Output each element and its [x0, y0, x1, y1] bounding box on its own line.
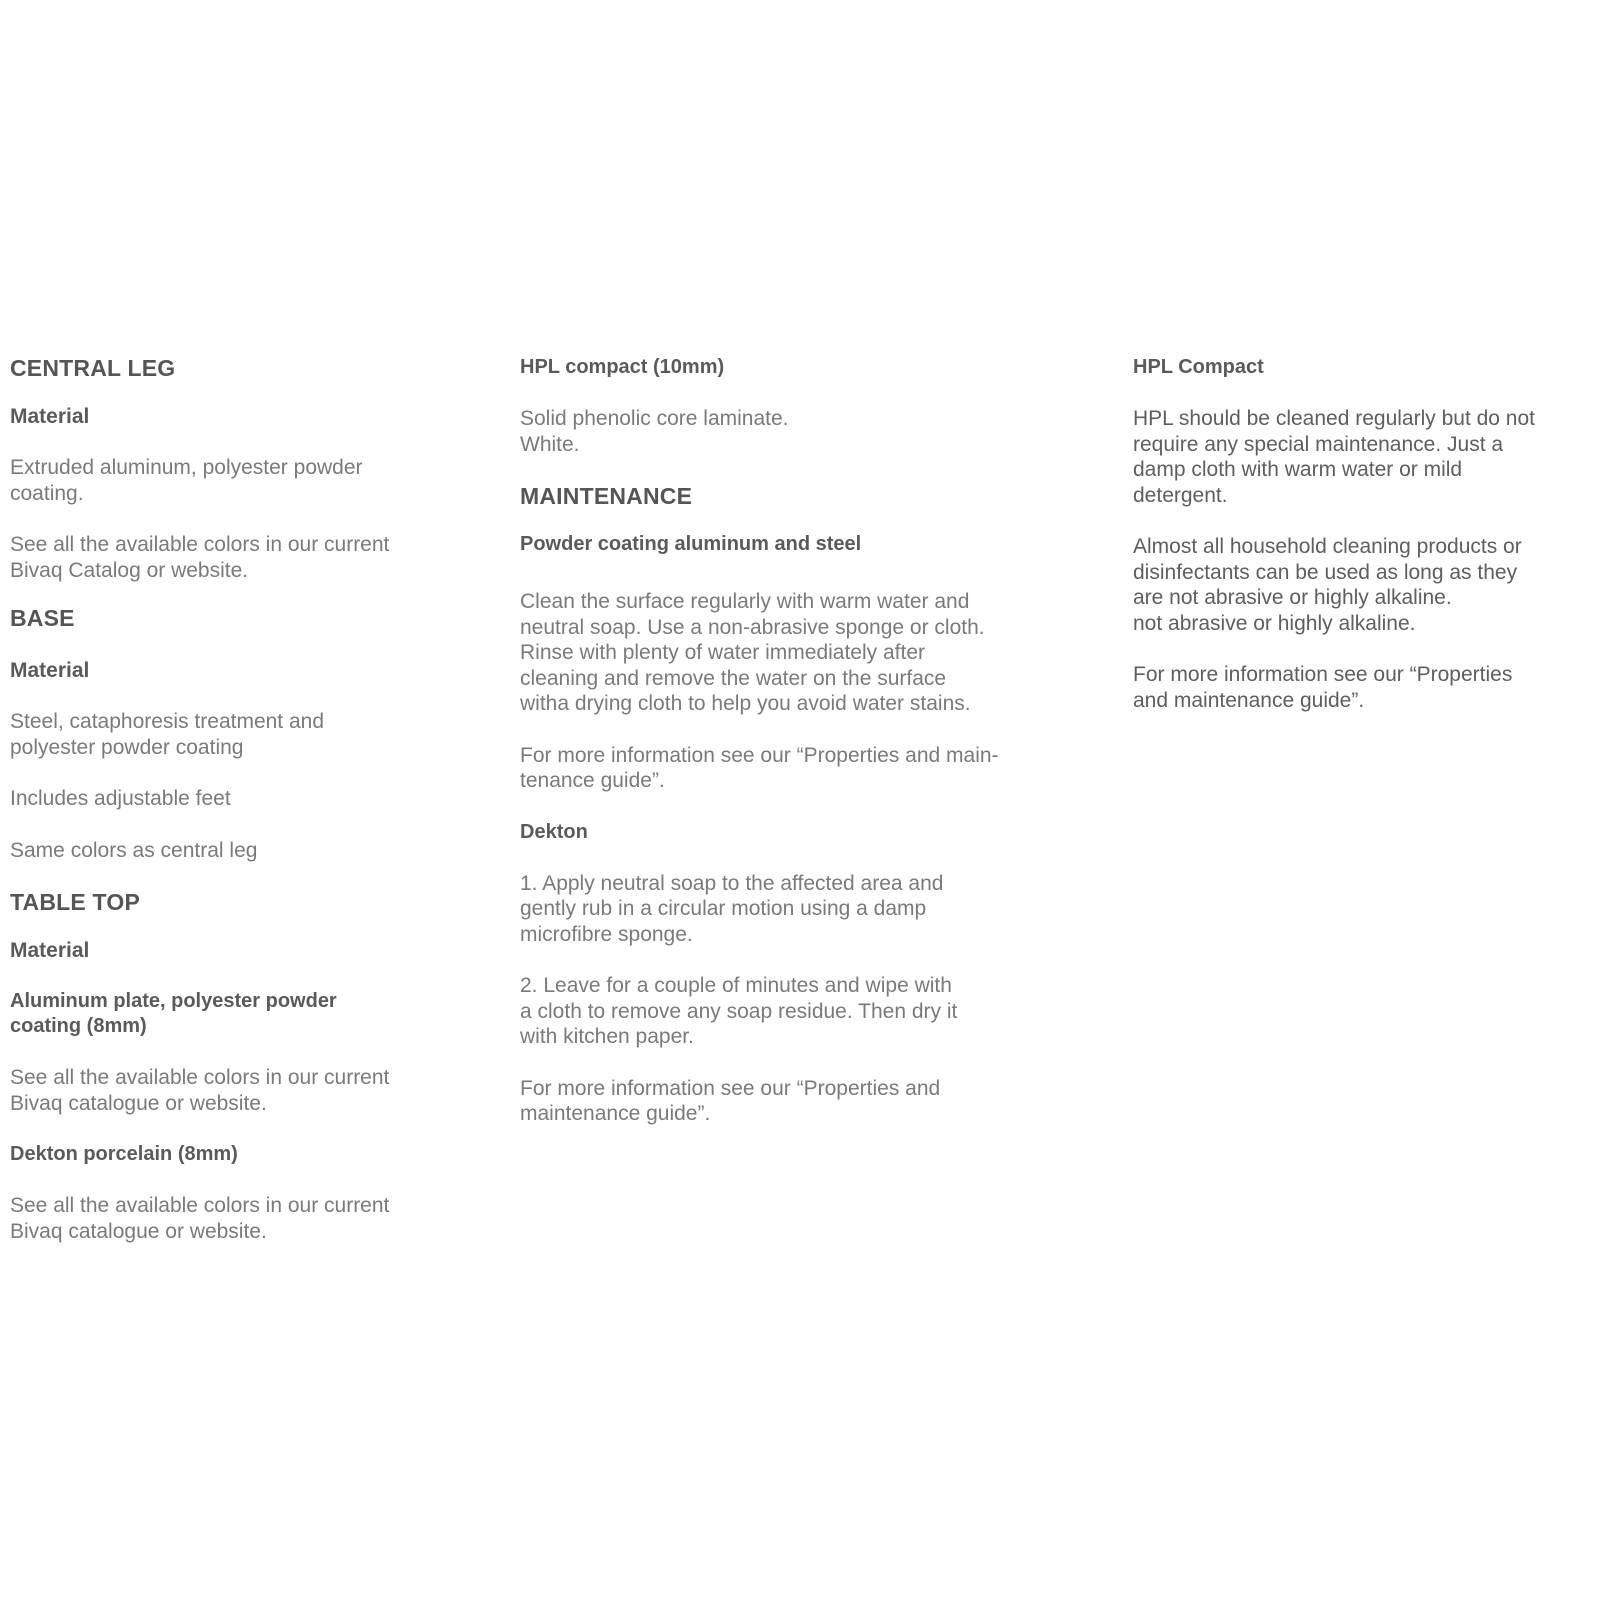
table-top-dekton-colors-text: See all the available colors in our current Bivaq catalogue or website.	[10, 1194, 390, 1243]
maintenance-title: MAINTENANCE	[520, 483, 693, 509]
central-leg-colors-text: See all the available colors in our current Bivaq Catalog or website.	[10, 533, 390, 582]
base-material-text: Steel, cataphoresis treatment and polyester powder coating	[10, 710, 325, 759]
hpl-care-text: HPL should be cleaned regularly but do not require any special maintenance. Just a damp cloth with warm water or mild detergent.	[1133, 407, 1535, 507]
hpl-care-products-text: Almost all household cleaning products or disinfectants can be used as long as they are not abrasive or highly alkaline. not abrasive or highly alkaline.	[1133, 535, 1522, 635]
base-colors-text: Same colors as central leg	[10, 838, 258, 862]
column-hpl-maintenance	[520, 355, 1060, 1127]
powder-coating-text: Clean the surface regularly with warm water and neutral soap. Use a non-abrasive sponge or cloth. Rinse with plenty of water immediately after cleaning and remove the water on the surface witha drying cloth to help you avoid water stains.	[520, 590, 985, 715]
table-top-title: TABLE TOP	[10, 889, 141, 915]
column-hpl-care	[1133, 355, 1593, 713]
hpl-compact-label: HPL compact (10mm)	[520, 356, 725, 378]
central-leg-material-text: Extruded aluminum, polyester powder coating.	[10, 456, 363, 505]
powder-coating-more-info: For more information see our “Properties and main- tenance guide”.	[520, 743, 999, 792]
base-feet-text: Includes adjustable feet	[10, 787, 231, 810]
table-top-aluminum-colors-text: See all the available colors in our current Bivaq catalogue or website.	[10, 1066, 390, 1115]
hpl-care-label: HPL Compact	[1133, 356, 1264, 378]
dekton-step-2: 2. Leave for a couple of minutes and wipe with a cloth to remove any soap residue. Then dry it with kitchen paper.	[520, 974, 958, 1048]
base-material-label: Material	[10, 659, 90, 682]
dekton-label: Dekton	[520, 820, 588, 843]
base-title: BASE	[10, 605, 75, 631]
column-components	[10, 355, 470, 1244]
table-top-aluminum-label: Aluminum plate, polyester powder coating (8mm)	[10, 990, 337, 1037]
central-leg-material-label: Material	[10, 405, 90, 428]
hpl-care-more-info: For more informatiοn see our “Properties and maintenance guide”.	[1133, 663, 1513, 712]
dekton-more-info: For more information see our “Properties and maintenance guide”.	[520, 1076, 941, 1125]
dekton-step-1: 1. Apply neutral soap to the affected area and gently rub in a circular motion using a damp microfibre sponge.	[520, 871, 944, 946]
powder-coating-label: Powder coating aluminum and steel	[520, 533, 862, 555]
central-leg-title: CENTRAL LEG	[10, 355, 176, 381]
table-top-dekton-label: Dekton porcelain (8mm)	[10, 1143, 238, 1165]
table-top-material-label: Material	[10, 939, 90, 962]
hpl-compact-text: Solid phenolic core laminate. White.	[520, 407, 789, 456]
